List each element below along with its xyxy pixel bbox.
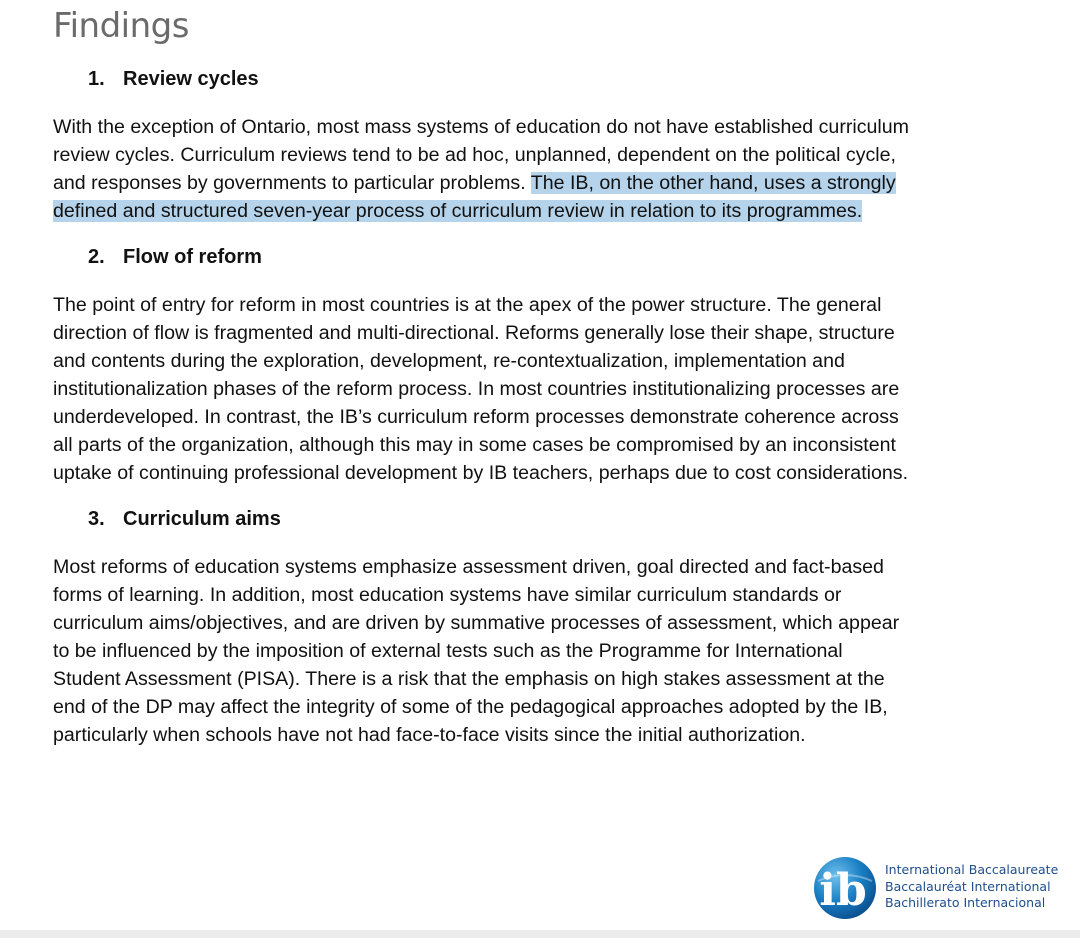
ib-mark-letters: ib	[819, 865, 867, 916]
section-title: Curriculum aims	[123, 508, 281, 530]
ib-organization-names	[885, 862, 1058, 912]
ib-name-french: Baccalauréat International	[885, 878, 1051, 894]
section-title: Flow of reform	[123, 246, 262, 268]
text-line: forms of learning. In addition, most education systems have similar curriculum standards or	[53, 584, 842, 606]
text-line: review cycles. Curriculum reviews tend to be ad hoc, unplanned, dependent on the political cycle,	[53, 144, 897, 166]
section-number: 3.	[88, 508, 105, 530]
text-line: Most reforms of education systems emphasize assessment driven, goal directed and fact-based	[53, 556, 884, 578]
section-heading-review-cycles	[88, 66, 259, 92]
paragraph-curriculum-aims	[53, 553, 1053, 749]
section-number: 1.	[88, 68, 105, 90]
section-heading-curriculum-aims	[88, 506, 281, 532]
highlighted-text[interactable]: defined and structured seven-year process of curriculum review in relation to its programmes.	[53, 200, 863, 222]
paragraph-flow-of-reform	[53, 291, 1053, 487]
text-line	[53, 197, 1053, 225]
text-line: all parts of the organization, although this may in some cases be compromised by an inconsistent	[53, 434, 896, 456]
text-line: institutionalization phases of the reform process. In most countries institutionalizing processes are	[53, 378, 900, 400]
text-line: uptake of continuing professional development by IB teachers, perhaps due to cost considerations.	[53, 462, 909, 484]
text-line: to be influenced by the imposition of external tests such as the Programme for International	[53, 640, 843, 662]
text-line: The point of entry for reform in most countries is at the apex of the power structure. The general	[53, 294, 882, 316]
ib-name-english: International Baccalaureate	[885, 862, 1059, 877]
ib-name-spanish: Bachillerato Internacional	[885, 895, 1046, 910]
text-line: With the exception of Ontario, most mass systems of education do not have established curriculum	[53, 116, 910, 138]
text-line: particularly when schools have not had face-to-face visits since the initial authorization.	[53, 724, 806, 746]
text-line: curriculum aims/objectives, and are driven by summative processes of assessment, which appear	[53, 612, 900, 634]
text-line: underdeveloped. In contrast, the IB’s curriculum reform processes demonstrate coherence across	[53, 406, 899, 428]
page-bottom-edge	[0, 930, 1080, 938]
text-segment: and responses by governments to particular problems.	[53, 172, 531, 194]
text-line: Student Assessment (PISA). There is a risk that the emphasis on high stakes assessment at the	[53, 668, 885, 690]
page-title: Findings	[53, 6, 189, 46]
ib-logo	[812, 855, 1059, 923]
text-line	[53, 169, 1053, 197]
text-line: end of the DP may affect the integrity of some of the pedagogical approaches adopted by the IB,	[53, 696, 888, 718]
highlighted-text[interactable]: The IB, on the other hand, uses a strongly	[530, 172, 896, 194]
section-title: Review cycles	[123, 68, 259, 90]
text-line: direction of flow is fragmented and multi-directional. Reforms generally lose their shape, structure	[53, 322, 895, 344]
text-line: and contents during the exploration, development, re-contextualization, implementation and	[53, 350, 845, 372]
paragraph-review-cycles	[53, 113, 1053, 225]
section-number: 2.	[88, 246, 105, 268]
ib-globe-icon	[812, 855, 878, 921]
section-heading-flow-of-reform	[88, 244, 262, 270]
